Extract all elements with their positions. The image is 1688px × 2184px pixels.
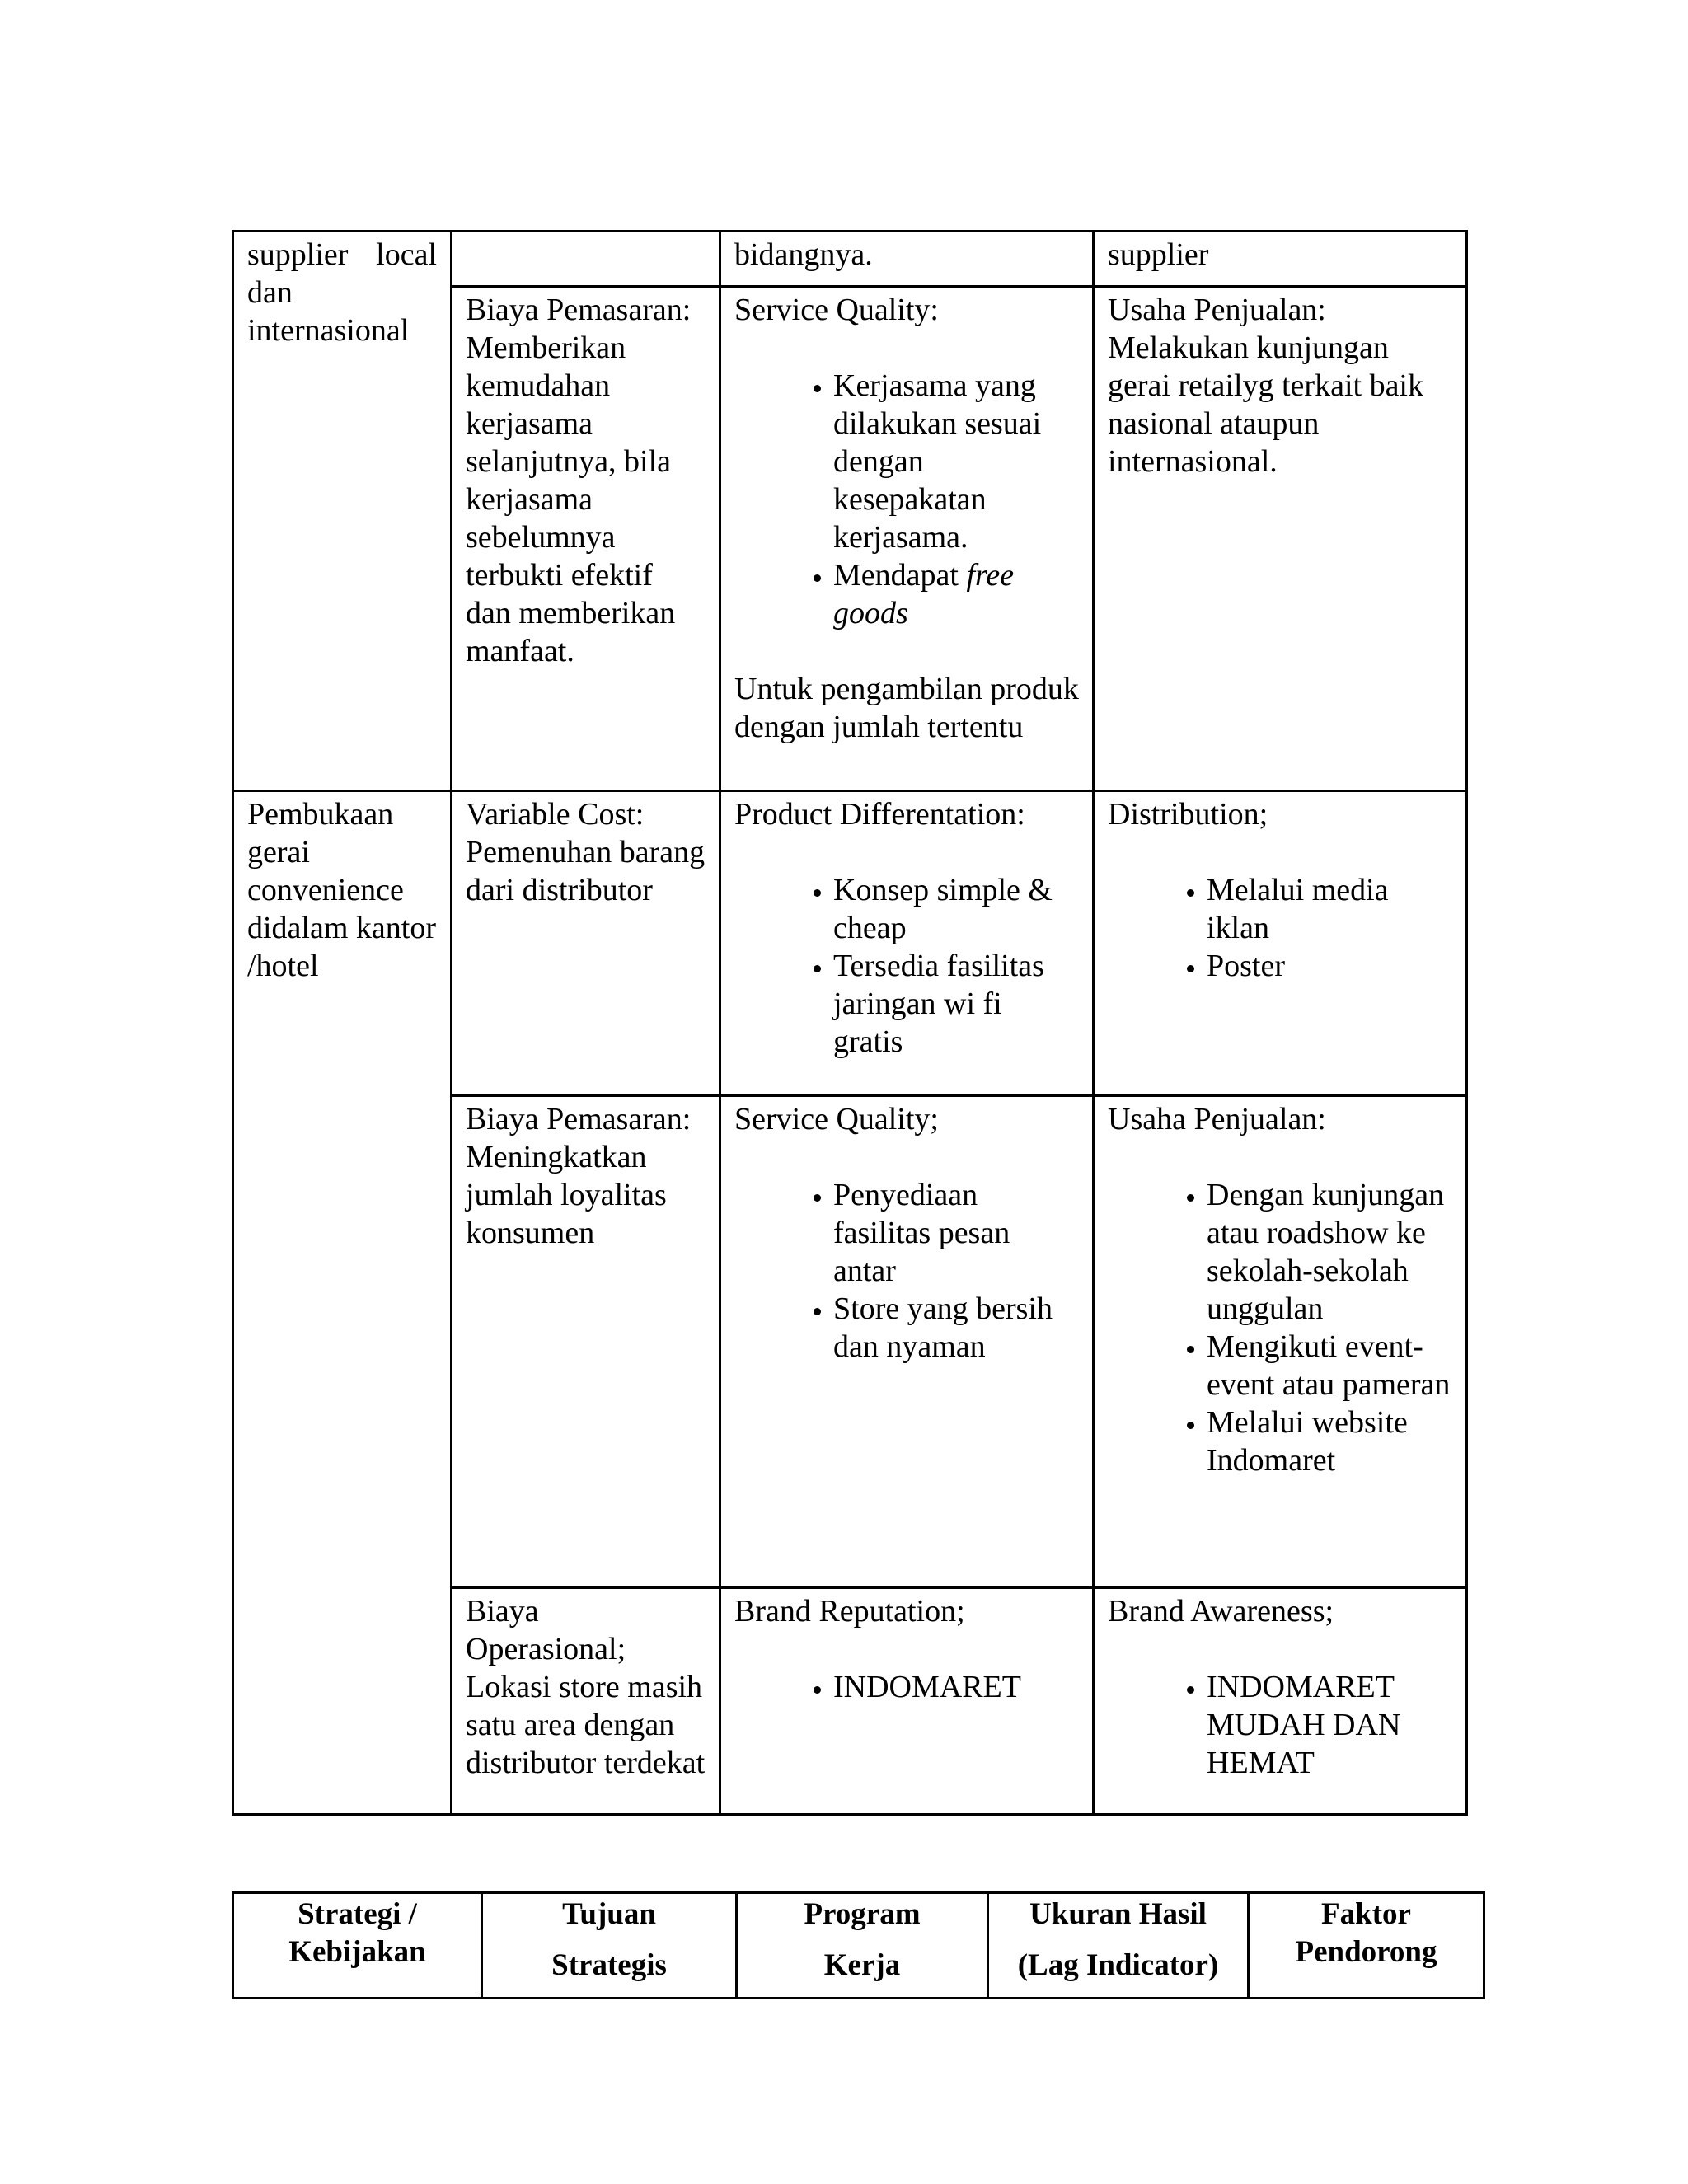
cell-heading: Service Quality; — [734, 1102, 939, 1137]
bullet-list — [734, 367, 1079, 632]
objective-cell: Biaya Pemasaran: Meningkatkan jumlah loyalitas konsumen — [452, 1096, 720, 1588]
objective-cell: Variable Cost: Pemenuhan barang dari distributor — [452, 791, 720, 1096]
list-item: • Penyediaan fasilitas pesan antar — [833, 1176, 1079, 1290]
bullet-list — [734, 1176, 1079, 1366]
program-cell — [720, 287, 1094, 791]
list-item: • Kerjasama yang dilakukan sesuai dengan kesepakatan kerjasama. — [833, 367, 1079, 556]
cell-heading: Usaha Penjualan: — [1108, 1102, 1326, 1137]
header-strategy — [233, 1893, 482, 1999]
cell-heading: Brand Reputation; — [734, 1594, 965, 1629]
header-table — [232, 1891, 1485, 1999]
indicator-cell — [1094, 1096, 1467, 1588]
header-line: Program — [804, 1897, 921, 1931]
cell-heading: Brand Awareness; — [1108, 1594, 1334, 1629]
header-line: Strategi / — [298, 1897, 417, 1931]
header-objective — [482, 1893, 737, 1999]
list-item: • Poster — [1207, 947, 1452, 985]
program-cell — [720, 1588, 1094, 1815]
bullet-list — [734, 1668, 1079, 1706]
table-row — [233, 232, 1467, 287]
strategy-table — [232, 230, 1468, 1816]
header-line: Ukuran Hasil — [1029, 1897, 1207, 1931]
bullet-list — [1108, 871, 1452, 985]
indicator-cell — [1094, 791, 1467, 1096]
list-item: • Dengan kunjungan atau roadshow ke sekolah-sekolah unggulan — [1207, 1176, 1452, 1328]
header-row — [233, 1893, 1484, 1999]
bullet-list — [1108, 1668, 1452, 1782]
objective-cell: Biaya Pemasaran: Memberikan kemudahan kerjasama selanjutnya, bila kerjasama sebelumnya terbukti efektif dan memberikan manfaat. — [452, 287, 720, 791]
bullet-list — [734, 871, 1079, 1061]
indicator-cell: supplier — [1094, 232, 1467, 287]
list-item: • Melalui website Indomaret — [1207, 1404, 1452, 1479]
list-item: • Konsep simple & cheap — [833, 871, 1079, 947]
cell-note: Untuk pengambilan produk dengan jumlah tertentu — [734, 672, 1079, 744]
program-cell: bidangnya. — [720, 232, 1094, 287]
header-program — [737, 1893, 988, 1999]
strategy-cell: Pembukaan gerai convenience didalam kantor /hotel — [233, 791, 452, 1815]
table-row — [233, 791, 1467, 1096]
header-line: Pendorong — [1295, 1935, 1437, 1969]
header-line: Strategis — [551, 1948, 667, 1982]
list-item: • Store yang bersih dan nyaman — [833, 1290, 1079, 1366]
cell-heading: Service Quality: — [734, 293, 939, 327]
objective-cell: Biaya Operasional; Lokasi store masih satu area dengan distributor terdekat — [452, 1588, 720, 1815]
list-item: • INDOMARET MUDAH DAN HEMAT — [1207, 1668, 1452, 1782]
list-item: • Tersedia fasilitas jaringan wi fi gratis — [833, 947, 1079, 1061]
header-line: (Lag Indicator) — [1017, 1948, 1219, 1982]
header-lag-indicator — [988, 1893, 1249, 1999]
list-item-italic-text: free goods — [833, 558, 1015, 630]
bullet-list — [1108, 1176, 1452, 1479]
strategy-cell: supplier local dan internasional — [233, 232, 452, 791]
empty-cell — [452, 232, 720, 287]
header-line: Tujuan — [562, 1897, 656, 1931]
indicator-cell — [1094, 1588, 1467, 1815]
cell-heading: Product Differentation: — [734, 797, 1025, 832]
header-line: Faktor — [1321, 1897, 1411, 1931]
header-driver — [1249, 1893, 1484, 1999]
list-item: • Melalui media iklan — [1207, 871, 1452, 947]
list-item: • Mengikuti event-event atau pameran — [1207, 1328, 1452, 1404]
list-item-text: Mendapat — [833, 558, 967, 593]
header-line: Kerja — [823, 1948, 901, 1982]
list-item: • INDOMARET — [833, 1668, 1079, 1706]
indicator-cell: Usaha Penjualan: Melakukan kunjungan gerai retailyg terkait baik nasional ataupun internasional. — [1094, 287, 1467, 791]
list-item — [833, 556, 1079, 632]
header-line: Kebijakan — [288, 1935, 426, 1969]
program-cell — [720, 1096, 1094, 1588]
program-cell — [720, 791, 1094, 1096]
cell-heading: Distribution; — [1108, 797, 1268, 832]
